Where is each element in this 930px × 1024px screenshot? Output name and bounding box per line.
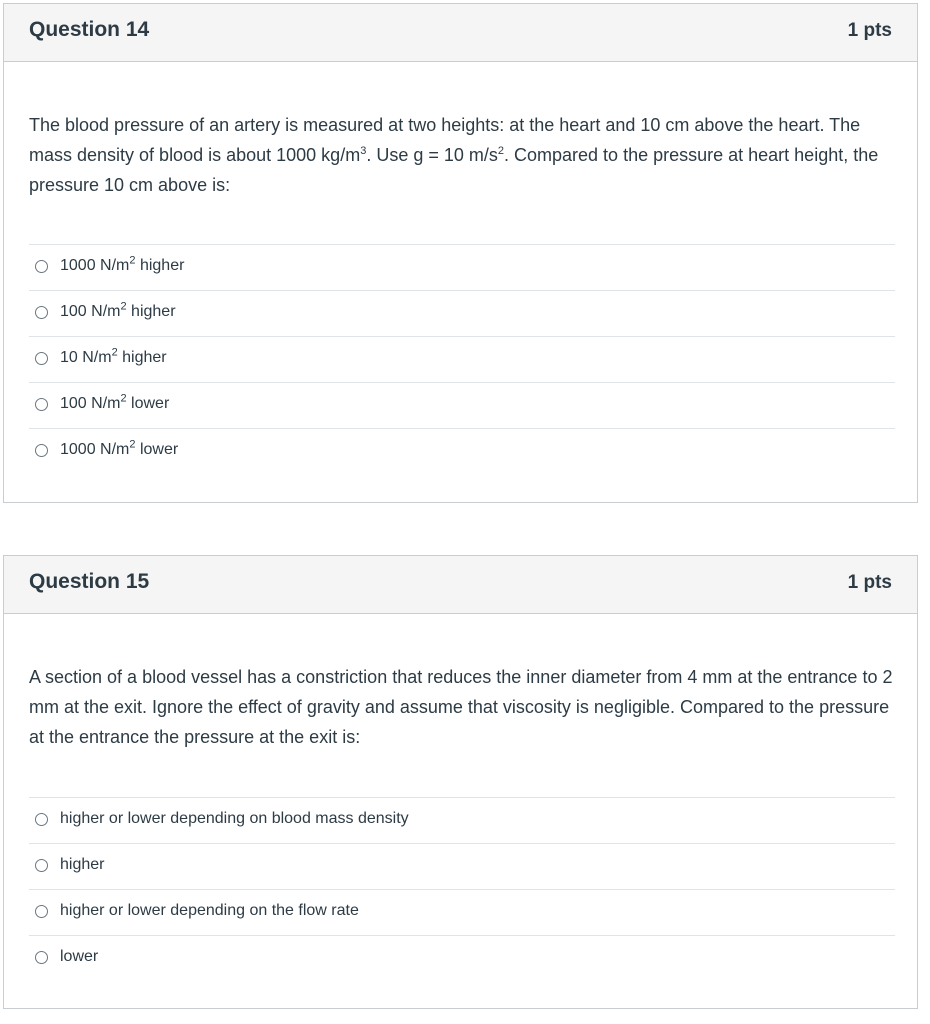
question-text-part: The blood pressure of an artery is measured at two heights: at the heart and 10 cm above the heart. The mass density of blood is about 1000 kg/m	[29, 115, 861, 165]
answer-option[interactable]	[29, 290, 895, 336]
answer-option[interactable]	[29, 244, 895, 290]
question-14-card	[3, 3, 918, 503]
radio-button[interactable]	[35, 352, 48, 365]
answer-text: 100 N/m	[60, 303, 121, 320]
question-text: A section of a blood vessel has a constriction that reduces the inner diameter from 4 mm at the entrance to 2 mm at the exit. Ignore the effect of gravity and assume that viscosity is negligible. Compared to the pressure at the entrance the pressure at the exit is:	[29, 667, 893, 747]
question-text-part: . Use g = 10 m/s	[366, 145, 498, 165]
question-points: 1 pts	[847, 572, 892, 593]
answer-label[interactable]	[60, 438, 179, 459]
answer-label[interactable]: higher or lower depending on blood mass density	[60, 810, 409, 827]
answer-text: higher	[126, 303, 176, 320]
question-header	[4, 556, 917, 614]
radio-button[interactable]	[35, 905, 48, 918]
answer-text: lower	[126, 395, 170, 412]
radio-button[interactable]	[35, 398, 48, 411]
radio-button[interactable]	[35, 859, 48, 872]
superscript: 2	[120, 300, 127, 313]
answer-option[interactable]	[29, 797, 895, 843]
question-title: Question 15	[29, 570, 150, 593]
superscript: 2	[111, 346, 118, 359]
answer-list	[29, 797, 895, 981]
question-text	[29, 110, 899, 200]
question-text-part: . Compared to the pressure at heart height, the pressure 10 cm above is:	[29, 145, 879, 195]
answer-option[interactable]	[29, 336, 895, 382]
answer-label[interactable]: higher	[60, 856, 105, 873]
radio-button[interactable]	[35, 813, 48, 826]
radio-button[interactable]	[35, 306, 48, 319]
superscript: 2	[129, 438, 136, 451]
radio-button[interactable]	[35, 260, 48, 273]
answer-label[interactable]	[60, 300, 176, 321]
answer-label[interactable]	[60, 254, 185, 275]
radio-button[interactable]	[35, 951, 48, 964]
answer-option[interactable]	[29, 889, 895, 935]
superscript: 2	[129, 254, 136, 267]
answer-option[interactable]	[29, 843, 895, 889]
answer-option[interactable]	[29, 382, 895, 428]
answer-label[interactable]: lower	[60, 948, 99, 965]
answer-option[interactable]	[29, 428, 895, 474]
answer-label[interactable]: higher or lower depending on the flow rate	[60, 902, 359, 919]
answer-text: 100 N/m	[60, 395, 121, 412]
question-points: 1 pts	[847, 20, 892, 41]
answer-option[interactable]	[29, 935, 895, 981]
answer-text: higher	[117, 349, 167, 366]
answer-text: higher	[135, 257, 185, 274]
superscript: 3	[360, 145, 367, 157]
answer-label[interactable]	[60, 392, 170, 413]
answer-text: 1000 N/m	[60, 441, 130, 458]
answer-text: lower	[135, 441, 179, 458]
answer-list	[29, 244, 895, 474]
question-header	[4, 4, 917, 62]
question-title: Question 14	[29, 18, 150, 41]
radio-button[interactable]	[35, 444, 48, 457]
superscript: 2	[120, 392, 127, 405]
superscript: 2	[497, 145, 505, 157]
answer-text: 1000 N/m	[60, 257, 130, 274]
question-15-card	[3, 555, 918, 1009]
answer-text: 10 N/m	[60, 349, 112, 366]
answer-label[interactable]	[60, 346, 167, 367]
